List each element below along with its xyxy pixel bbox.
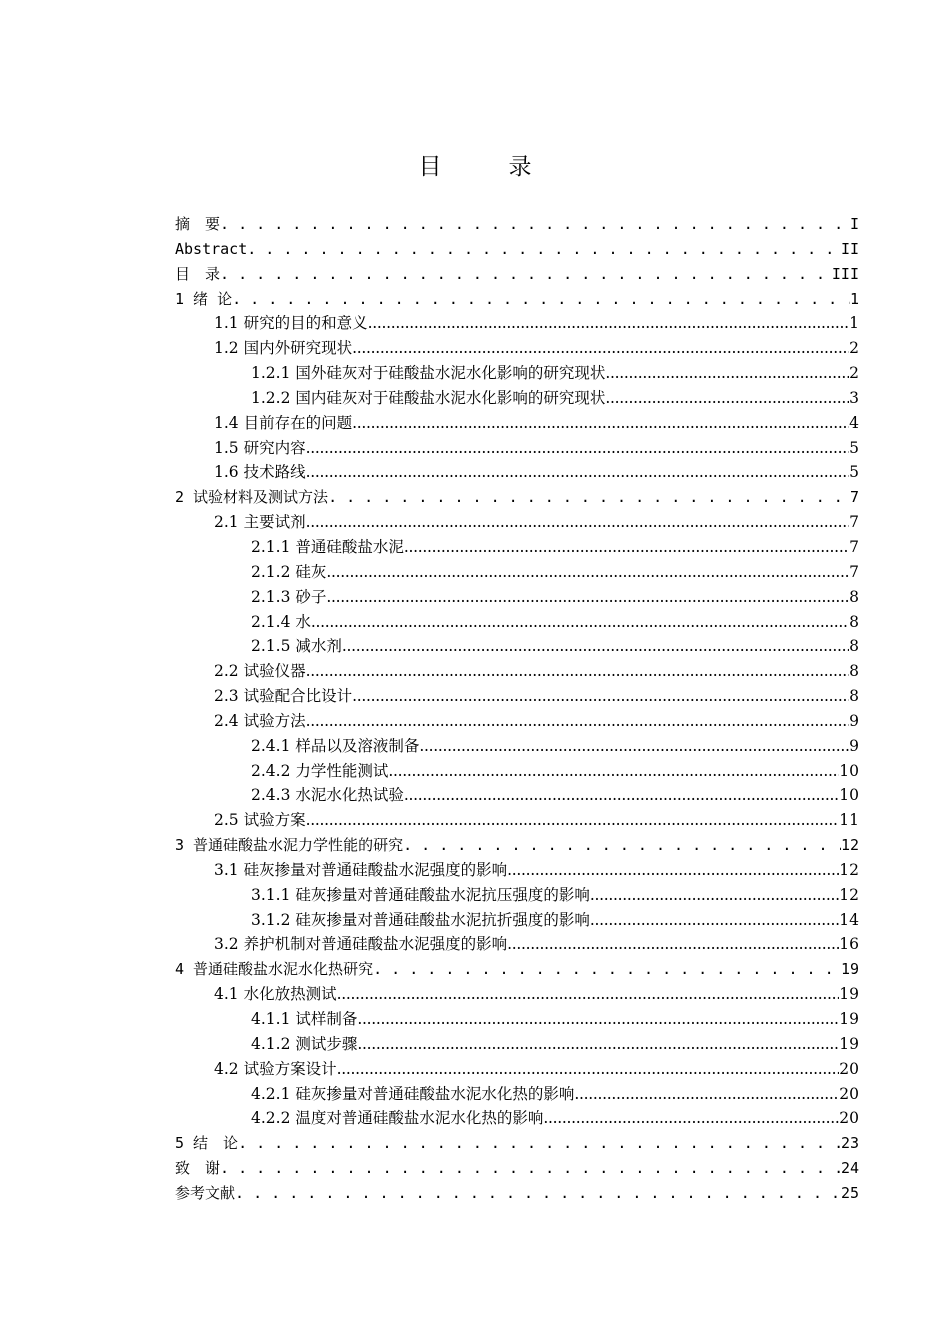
toc-entry-label: 2.3 试验配合比设计	[214, 687, 353, 706]
toc-entry-label: 2.1.4 水	[251, 612, 311, 631]
toc-entry-label: 1.2.1 国外硅灰对于硅酸盐水泥水化影响的研究现状	[251, 364, 606, 383]
toc-entry-page: 8	[849, 587, 859, 606]
dot-leader	[306, 709, 850, 734]
toc-entry-label: 2 试验材料及测试方法	[175, 488, 329, 507]
toc-entry-page: 3	[849, 388, 859, 407]
toc-entry-label: 4.1 水化放热测试	[214, 985, 337, 1004]
dot-leader	[232, 287, 850, 312]
toc-entry[interactable]	[175, 858, 859, 883]
toc-entry[interactable]	[175, 386, 859, 411]
toc-entry[interactable]	[175, 610, 859, 635]
dot-leader	[357, 1032, 839, 1057]
toc-entry-label: 4.2.1 硅灰掺量对普通硅酸盐水泥水化热的影响	[251, 1084, 575, 1103]
toc-entry-label: 致 谢	[175, 1159, 221, 1178]
toc-entry-page: 1	[849, 289, 859, 308]
toc-entry[interactable]	[175, 237, 859, 262]
toc-entry[interactable]	[175, 684, 859, 709]
toc-entry[interactable]	[175, 535, 859, 560]
dot-leader	[306, 460, 850, 485]
dot-leader	[342, 634, 849, 659]
toc-entry[interactable]	[175, 1032, 859, 1057]
toc-entry-label: 2.1 主要试剂	[214, 513, 306, 532]
toc-entry[interactable]	[175, 1106, 859, 1131]
toc-entry-label: 3 普通硅酸盐水泥力学性能的研究	[175, 836, 404, 855]
toc-entry-page: 19	[839, 1034, 859, 1053]
dot-leader	[328, 485, 850, 510]
toc-entry[interactable]	[175, 883, 859, 908]
toc-entry-page: 23	[840, 1134, 859, 1153]
toc-entry[interactable]	[175, 1007, 859, 1032]
toc-entry[interactable]	[175, 336, 859, 361]
toc-entry-label: 1.1 研究的目的和意义	[214, 314, 368, 333]
toc-entry-page: 14	[839, 910, 859, 929]
toc-entry-page: 5	[849, 463, 859, 482]
toc-entry-label: 1.6 技术路线	[214, 463, 306, 482]
toc-entry-page: III	[831, 264, 859, 283]
toc-entry[interactable]	[175, 932, 859, 957]
toc-entry[interactable]	[175, 957, 859, 982]
dot-leader	[238, 1131, 841, 1156]
dot-leader	[311, 610, 849, 635]
toc-entry-label: 1 绪 论	[175, 289, 233, 308]
dot-leader	[352, 336, 849, 361]
toc-entry[interactable]	[175, 411, 859, 436]
toc-entry[interactable]	[175, 734, 859, 759]
toc-entry[interactable]	[175, 361, 859, 386]
toc-entry-page: 12	[839, 860, 859, 879]
toc-entry-label: 2.2 试验仪器	[214, 662, 306, 681]
toc-entry-page: 7	[849, 562, 859, 581]
toc-entry[interactable]	[175, 1131, 859, 1156]
dot-leader	[605, 386, 849, 411]
dot-leader	[404, 783, 839, 808]
dot-leader	[357, 1007, 839, 1032]
dot-leader	[403, 833, 841, 858]
toc-entry-page: 12	[840, 836, 859, 855]
dot-leader	[326, 585, 849, 610]
dot-leader	[220, 262, 832, 287]
toc-entry[interactable]	[175, 982, 859, 1007]
dot-leader	[605, 361, 849, 386]
toc-entry[interactable]	[175, 659, 859, 684]
dot-leader	[590, 908, 839, 933]
toc-entry-label: 2.1.3 砂子	[251, 587, 327, 606]
toc-entry-page: 9	[849, 736, 859, 755]
toc-entry-label: Abstract	[175, 239, 248, 258]
toc-entry-page: 2	[849, 364, 859, 383]
toc-entry-page: 7	[849, 513, 859, 532]
toc-entry-page: 24	[840, 1159, 859, 1178]
toc-entry[interactable]	[175, 759, 859, 784]
toc-entry-label: 4.1.2 测试步骤	[251, 1034, 358, 1053]
dot-leader	[574, 1082, 839, 1107]
table-of-contents	[175, 212, 859, 1206]
toc-entry-page: 10	[839, 761, 859, 780]
toc-entry[interactable]	[175, 460, 859, 485]
toc-entry[interactable]	[175, 436, 859, 461]
dot-leader	[326, 560, 849, 585]
toc-entry-label: 3.2 养护机制对普通硅酸盐水泥强度的影响	[214, 935, 508, 954]
dot-leader	[337, 1057, 840, 1082]
toc-entry-page: 9	[849, 711, 859, 730]
toc-entry[interactable]	[175, 585, 859, 610]
toc-entry-label: 2.5 试验方案	[214, 811, 306, 830]
toc-entry-label: 4.1.1 试样制备	[251, 1010, 358, 1028]
dot-leader	[220, 1156, 841, 1181]
dot-leader	[247, 237, 841, 262]
toc-entry-page: 19	[839, 1010, 859, 1028]
toc-entry-page: 8	[849, 687, 859, 706]
page-title: 目 录	[418, 154, 554, 180]
toc-entry-page: 19	[839, 985, 859, 1004]
toc-entry[interactable]	[175, 1082, 859, 1107]
toc-entry-page: 8	[849, 662, 859, 681]
toc-entry-page: 20	[839, 1109, 859, 1128]
toc-entry-label: 3.1 硅灰掺量对普通硅酸盐水泥强度的影响	[214, 860, 508, 879]
toc-entry[interactable]	[175, 262, 859, 287]
toc-entry-page: 1	[849, 314, 859, 333]
toc-entry-label: 2.1.5 减水剂	[251, 637, 342, 656]
dot-leader	[388, 759, 839, 784]
toc-entry-page: 4	[849, 413, 859, 432]
toc-entry-label: 3.1.1 硅灰掺量对普通硅酸盐水泥抗压强度的影响	[251, 885, 590, 904]
toc-entry-label: 5 结 论	[175, 1134, 239, 1153]
toc-entry-label: 1.5 研究内容	[214, 438, 306, 457]
toc-entry[interactable]	[175, 634, 859, 659]
toc-entry[interactable]	[175, 1057, 859, 1082]
toc-entry[interactable]	[175, 311, 859, 336]
toc-entry[interactable]	[175, 1156, 859, 1181]
toc-entry[interactable]	[175, 908, 859, 933]
dot-leader	[306, 510, 850, 535]
dot-leader	[306, 659, 850, 684]
toc-entry[interactable]	[175, 212, 859, 237]
toc-entry-label: 参考文献	[175, 1183, 236, 1202]
toc-entry[interactable]	[175, 783, 859, 808]
toc-entry-label: 摘 要	[175, 215, 221, 233]
toc-entry-page: 25	[840, 1183, 859, 1202]
toc-entry-label: 1.2 国内外研究现状	[214, 339, 353, 358]
dot-leader	[373, 957, 841, 982]
toc-entry[interactable]	[175, 1181, 859, 1206]
toc-entry[interactable]	[175, 709, 859, 734]
dot-leader	[404, 535, 849, 560]
toc-entry-label: 4 普通硅酸盐水泥水化热研究	[175, 960, 374, 979]
toc-entry-label: 2.1.2 硅灰	[251, 562, 327, 581]
dot-leader	[352, 684, 849, 709]
toc-entry-label: 4.2 试验方案设计	[214, 1059, 337, 1078]
dot-leader	[507, 858, 839, 883]
toc-entry-label: 目 录	[175, 264, 221, 283]
dot-leader	[220, 212, 850, 237]
toc-entry-label: 1.2.2 国内硅灰对于硅酸盐水泥水化影响的研究现状	[251, 388, 606, 407]
toc-entry-label: 2.4 试验方法	[214, 711, 306, 730]
dot-leader	[306, 808, 840, 833]
toc-entry[interactable]	[175, 560, 859, 585]
toc-entry-label: 2.4.1 样品以及溶液制备	[251, 736, 420, 755]
dot-leader	[235, 1181, 841, 1206]
toc-entry-page: 7	[849, 488, 859, 507]
toc-entry-label: 4.2.2 温度对普通硅酸盐水泥水化热的影响	[251, 1109, 544, 1128]
dot-leader	[352, 411, 849, 436]
toc-entry[interactable]	[175, 510, 859, 535]
toc-entry-label: 1.4 目前存在的问题	[214, 413, 353, 432]
dot-leader	[368, 311, 850, 336]
dot-leader	[543, 1106, 839, 1131]
toc-entry-page: 10	[839, 786, 859, 805]
dot-leader	[590, 883, 839, 908]
dot-leader	[507, 932, 839, 957]
toc-entry-page: 2	[849, 339, 859, 358]
toc-entry[interactable]	[175, 287, 859, 312]
toc-entry-page: 8	[849, 637, 859, 656]
toc-entry-label: 2.4.2 力学性能测试	[251, 761, 389, 780]
toc-entry-label: 2.4.3 水泥水化热试验	[251, 786, 404, 805]
toc-entry-page: 11	[839, 811, 859, 830]
toc-entry[interactable]	[175, 833, 859, 858]
toc-entry-page: II	[840, 239, 859, 258]
toc-entry-page: 19	[840, 960, 859, 979]
toc-entry[interactable]	[175, 485, 859, 510]
toc-entry-page: 7	[849, 537, 859, 556]
toc-entry-page: 16	[839, 935, 859, 954]
toc-entry-page: 5	[849, 438, 859, 457]
dot-leader	[306, 436, 850, 461]
dot-leader	[419, 734, 849, 759]
toc-entry-label: 2.1.1 普通硅酸盐水泥	[251, 537, 404, 556]
toc-entry-page: 20	[839, 1084, 859, 1103]
toc-entry[interactable]	[175, 808, 859, 833]
toc-entry-page: 12	[839, 885, 859, 904]
dot-leader	[337, 982, 840, 1007]
toc-entry-page: 20	[839, 1059, 859, 1078]
toc-entry-page: I	[849, 215, 859, 233]
toc-entry-page: 8	[849, 612, 859, 631]
toc-entry-label: 3.1.2 硅灰掺量对普通硅酸盐水泥抗折强度的影响	[251, 910, 590, 929]
